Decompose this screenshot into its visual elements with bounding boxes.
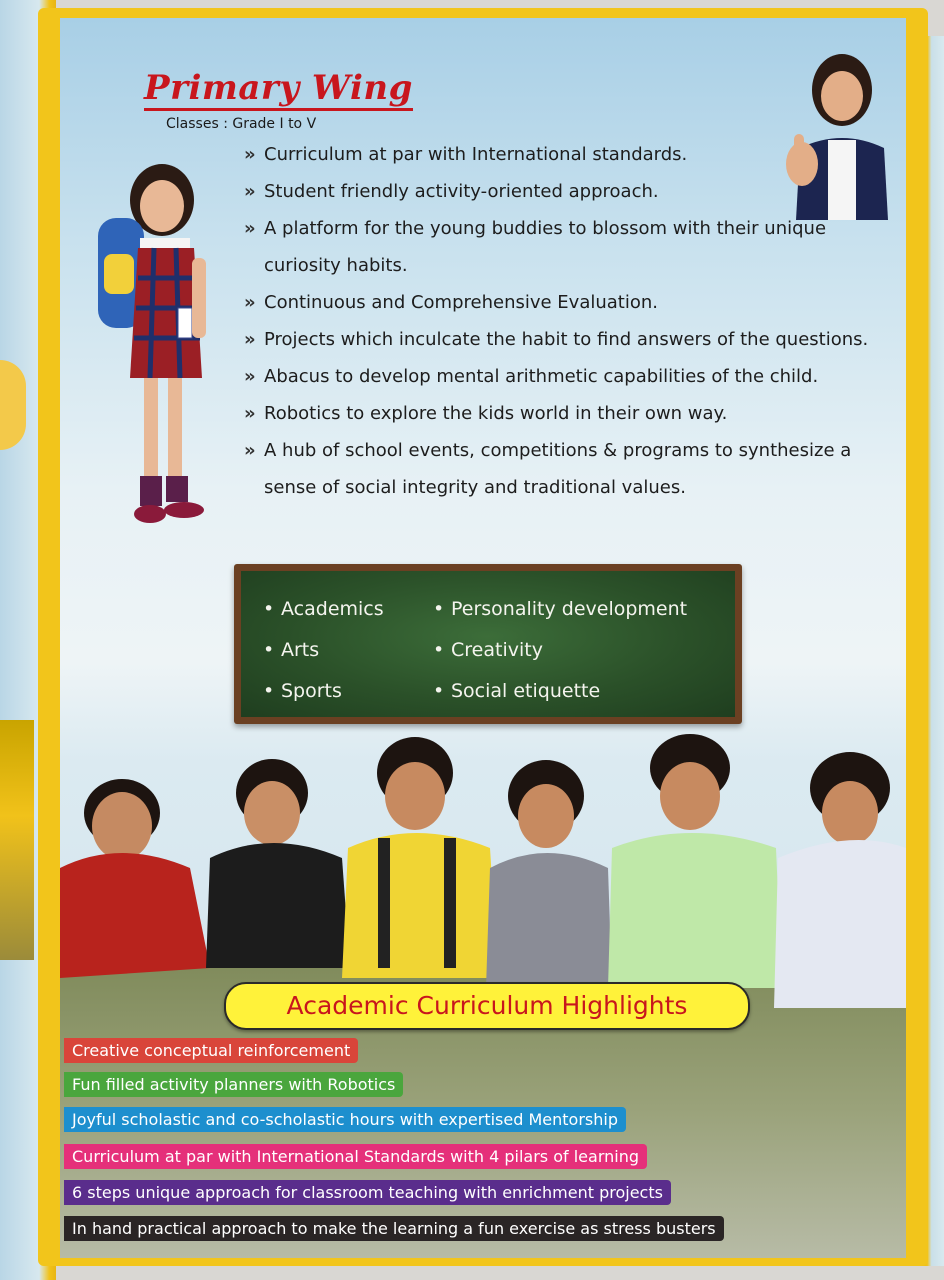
highlight-strip: Creative conceptual reinforcement <box>64 1038 358 1063</box>
highlight-strip: Fun filled activity planners with Robotics <box>64 1072 403 1097</box>
feature-item: » Robotics to explore the kids world in their own way. <box>242 395 902 432</box>
chalkboard <box>234 564 742 724</box>
feature-item: » A hub of school events, competitions & programs to synthesize a sense of social integrity and traditional values. <box>242 432 902 506</box>
chalkboard-list-left <box>263 589 384 712</box>
highlight-strip: Joyful scholastic and co-scholastic hours with expertised Mentorship <box>64 1107 626 1132</box>
left-page-decoration <box>0 720 34 960</box>
page-title: Primary Wing <box>144 68 413 111</box>
feature-list <box>242 136 902 506</box>
chalkboard-list-right <box>433 589 687 712</box>
page-content <box>60 18 906 1258</box>
feature-item: » Projects which inculcate the habit to find answers of the questions. <box>242 321 902 358</box>
chalkboard-item: • Social etiquette <box>433 671 687 712</box>
chalkboard-surface <box>241 571 735 717</box>
chalkboard-item: • Creativity <box>433 630 687 671</box>
highlight-strip: Curriculum at par with International Standards with 4 pilars of learning <box>64 1144 647 1169</box>
highlight-strip: 6 steps unique approach for classroom teaching with enrichment projects <box>64 1180 671 1205</box>
feature-item: » Continuous and Comprehensive Evaluation. <box>242 284 902 321</box>
left-page-decoration <box>0 360 26 450</box>
feature-item: » A platform for the young buddies to blossom with their unique curiosity habits. <box>242 210 902 284</box>
chalkboard-item: • Academics <box>263 589 384 630</box>
chalkboard-item: • Personality development <box>433 589 687 630</box>
classes-label: Classes : Grade I to V <box>166 116 317 132</box>
brochure-page <box>38 8 928 1266</box>
chalkboard-item: • Arts <box>263 630 384 671</box>
feature-item: » Curriculum at par with International standards. <box>242 136 902 173</box>
feature-item: » Abacus to develop mental arithmetic capabilities of the child. <box>242 358 902 395</box>
highlight-strip: In hand practical approach to make the learning a fun exercise as stress busters <box>64 1216 724 1241</box>
feature-item: » Student friendly activity-oriented approach. <box>242 173 902 210</box>
highlights-title: Academic Curriculum Highlights <box>224 982 750 1030</box>
chalkboard-item: • Sports <box>263 671 384 712</box>
student-girl-backpack-image <box>90 158 240 538</box>
